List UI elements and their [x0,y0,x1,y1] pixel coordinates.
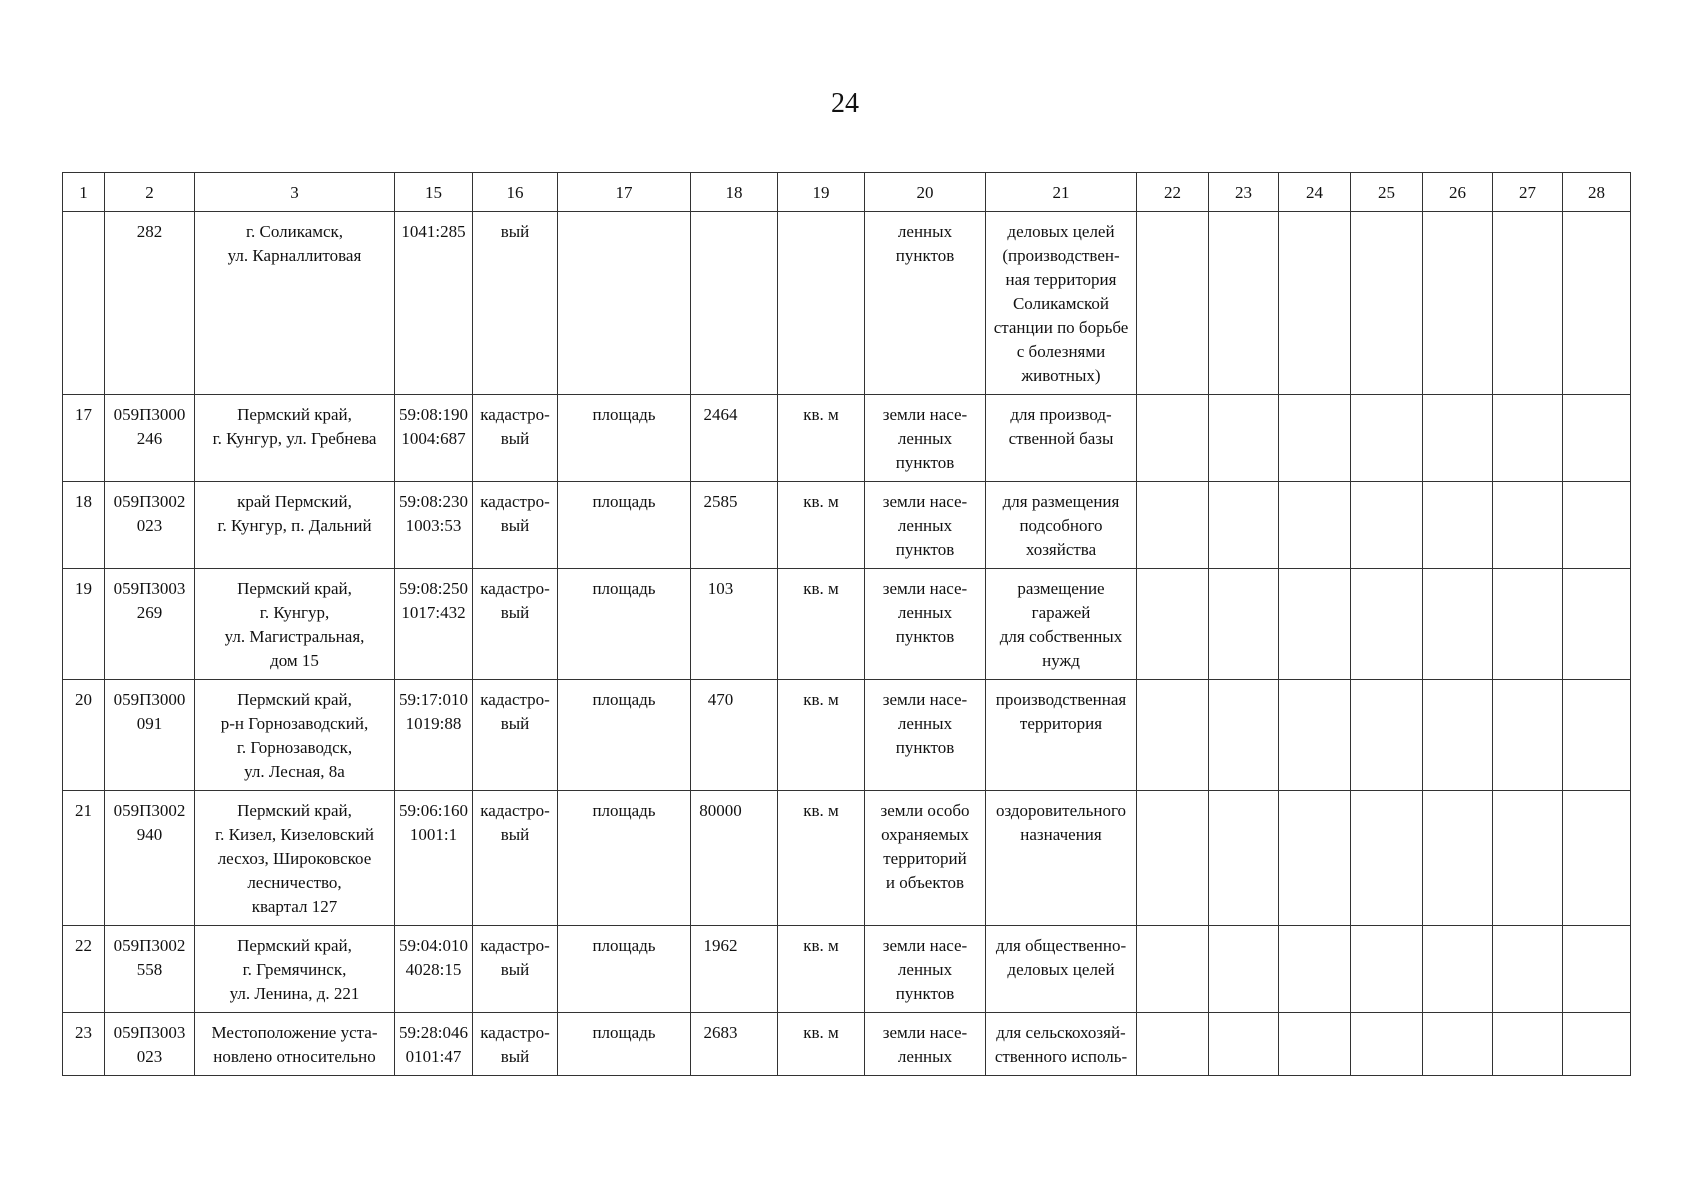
cell-28 [1563,791,1631,926]
cell-2: 059П3003 023 [105,1013,195,1076]
cell-16: кадастро- вый [473,482,558,569]
cell-27 [1493,395,1563,482]
column-number-cell: 27 [1493,173,1563,212]
cell-18: 80000 [691,791,778,926]
column-number-cell: 1 [63,173,105,212]
cell-23 [1209,395,1279,482]
cell-24 [1279,680,1351,791]
cell-25 [1351,569,1423,680]
cell-24 [1279,1013,1351,1076]
cell-17: площадь [558,569,691,680]
cell-1: 20 [63,680,105,791]
cell-15: 59:17:010 1019:88 [395,680,473,791]
cell-16: кадастро- вый [473,395,558,482]
cell-22 [1137,212,1209,395]
column-number-cell: 20 [865,173,986,212]
registry-body [63,173,1631,1076]
cell-21: для общественно- деловых целей [986,926,1137,1013]
column-number-cell: 22 [1137,173,1209,212]
page-number: 24 [831,88,859,119]
cell-20: земли насе- ленных пунктов [865,569,986,680]
cell-20: земли насе- ленных [865,1013,986,1076]
cell-26 [1423,395,1493,482]
cell-3: г. Соликамск, ул. Карналлитовая [195,212,395,395]
cell-26 [1423,680,1493,791]
cell-17: площадь [558,482,691,569]
cell-3: Местоположение уста- новлено относительно [195,1013,395,1076]
table-row [63,926,1631,1013]
cell-28 [1563,212,1631,395]
cell-15: 59:28:046 0101:47 [395,1013,473,1076]
cell-27 [1493,482,1563,569]
cell-23 [1209,212,1279,395]
cell-22 [1137,1013,1209,1076]
cell-1 [63,212,105,395]
cell-23 [1209,482,1279,569]
column-number-cell: 16 [473,173,558,212]
cell-25 [1351,926,1423,1013]
cell-16: кадастро- вый [473,791,558,926]
cell-26 [1423,212,1493,395]
cell-21: деловых целей (производствен- ная территория Соликамской станции по борьбе с болезнями животных) [986,212,1137,395]
cell-18: 2683 [691,1013,778,1076]
cell-22 [1137,569,1209,680]
cell-17: площадь [558,1013,691,1076]
cell-2: 059П3002 558 [105,926,195,1013]
cell-22 [1137,482,1209,569]
cell-17: площадь [558,926,691,1013]
cell-15: 59:04:010 4028:15 [395,926,473,1013]
cell-16: кадастро- вый [473,680,558,791]
cell-2: 059П3002 940 [105,791,195,926]
cell-1: 22 [63,926,105,1013]
cell-3: край Пермский, г. Кунгур, п. Дальний [195,482,395,569]
cell-16: кадастро- вый [473,569,558,680]
cell-3: Пермский край, г. Гремячинск, ул. Ленина, д. 221 [195,926,395,1013]
cell-28 [1563,926,1631,1013]
cell-26 [1423,482,1493,569]
cell-3: Пермский край, р-н Горнозаводский, г. Горнозаводск, ул. Лесная, 8а [195,680,395,791]
cell-18: 2585 [691,482,778,569]
column-number-cell: 21 [986,173,1137,212]
cell-20: ленных пунктов [865,212,986,395]
cell-16: кадастро- вый [473,1013,558,1076]
cell-25 [1351,212,1423,395]
cell-19: кв. м [778,482,865,569]
cell-21: для сельскохозяй- ственного исполь- [986,1013,1137,1076]
cell-23 [1209,1013,1279,1076]
cell-20: земли особо охраняемых территорий и объектов [865,791,986,926]
cell-24 [1279,212,1351,395]
cell-27 [1493,791,1563,926]
cell-19: кв. м [778,926,865,1013]
cell-1: 23 [63,1013,105,1076]
cell-2: 059П3000 091 [105,680,195,791]
table-row [63,482,1631,569]
cell-25 [1351,1013,1423,1076]
cell-20: земли насе- ленных пунктов [865,926,986,1013]
cell-15: 59:06:160 1001:1 [395,791,473,926]
table-row [63,1013,1631,1076]
cell-2: 059П3002 023 [105,482,195,569]
cell-21: размещение гаражей для собственных нужд [986,569,1137,680]
cell-18: 103 [691,569,778,680]
cell-27 [1493,212,1563,395]
column-number-cell: 28 [1563,173,1631,212]
column-number-cell: 18 [691,173,778,212]
cell-20: земли насе- ленных пунктов [865,680,986,791]
cell-20: земли насе- ленных пунктов [865,482,986,569]
cell-22 [1137,926,1209,1013]
cell-23 [1209,791,1279,926]
cell-16: вый [473,212,558,395]
cell-24 [1279,926,1351,1013]
column-number-cell: 26 [1423,173,1493,212]
cell-18: 1962 [691,926,778,1013]
cell-26 [1423,1013,1493,1076]
cell-28 [1563,482,1631,569]
cell-24 [1279,395,1351,482]
cell-16: кадастро- вый [473,926,558,1013]
cell-15: 1041:285 [395,212,473,395]
cell-26 [1423,569,1493,680]
cell-21: производственная территория [986,680,1137,791]
cell-15: 59:08:190 1004:687 [395,395,473,482]
cell-27 [1493,926,1563,1013]
cell-17 [558,212,691,395]
cell-23 [1209,680,1279,791]
cell-17: площадь [558,395,691,482]
table-row [63,395,1631,482]
column-number-cell: 23 [1209,173,1279,212]
cell-2: 059П3000 246 [105,395,195,482]
cell-27 [1493,680,1563,791]
cell-19 [778,212,865,395]
cell-19: кв. м [778,1013,865,1076]
cell-24 [1279,791,1351,926]
cell-21: оздоровительного назначения [986,791,1137,926]
cell-3: Пермский край, г. Кизел, Кизеловский лесхоз, Широковское лесничество, квартал 127 [195,791,395,926]
cell-15: 59:08:230 1003:53 [395,482,473,569]
cell-22 [1137,395,1209,482]
cell-25 [1351,482,1423,569]
cell-22 [1137,791,1209,926]
cell-19: кв. м [778,791,865,926]
column-number-cell: 19 [778,173,865,212]
column-number-row [63,173,1631,212]
cell-28 [1563,569,1631,680]
column-number-cell: 3 [195,173,395,212]
cell-23 [1209,569,1279,680]
cell-21: для производ- ственной базы [986,395,1137,482]
table-row [63,569,1631,680]
cell-18: 2464 [691,395,778,482]
cell-1: 18 [63,482,105,569]
cell-1: 17 [63,395,105,482]
table-row [63,680,1631,791]
cell-26 [1423,791,1493,926]
cell-17: площадь [558,680,691,791]
cell-25 [1351,791,1423,926]
cell-3: Пермский край, г. Кунгур, ул. Гребнева [195,395,395,482]
cell-23 [1209,926,1279,1013]
table-row [63,791,1631,926]
cell-2: 282 [105,212,195,395]
column-number-cell: 2 [105,173,195,212]
cell-27 [1493,569,1563,680]
cell-17: площадь [558,791,691,926]
cell-18: 470 [691,680,778,791]
cell-25 [1351,680,1423,791]
cell-27 [1493,1013,1563,1076]
cell-19: кв. м [778,395,865,482]
cell-1: 21 [63,791,105,926]
cell-25 [1351,395,1423,482]
cell-28 [1563,395,1631,482]
column-number-cell: 25 [1351,173,1423,212]
cell-1: 19 [63,569,105,680]
cell-26 [1423,926,1493,1013]
cell-28 [1563,680,1631,791]
cell-15: 59:08:250 1017:432 [395,569,473,680]
cell-22 [1137,680,1209,791]
registry-table [62,172,1631,1076]
cell-2: 059П3003 269 [105,569,195,680]
column-number-cell: 15 [395,173,473,212]
cell-18 [691,212,778,395]
cell-28 [1563,1013,1631,1076]
cell-24 [1279,482,1351,569]
cell-3: Пермский край, г. Кунгур, ул. Магистральная, дом 15 [195,569,395,680]
column-number-cell: 17 [558,173,691,212]
table-row [63,212,1631,395]
cell-21: для размещения подсобного хозяйства [986,482,1137,569]
column-number-cell: 24 [1279,173,1351,212]
cell-24 [1279,569,1351,680]
cell-19: кв. м [778,680,865,791]
cell-20: земли насе- ленных пунктов [865,395,986,482]
cell-19: кв. м [778,569,865,680]
